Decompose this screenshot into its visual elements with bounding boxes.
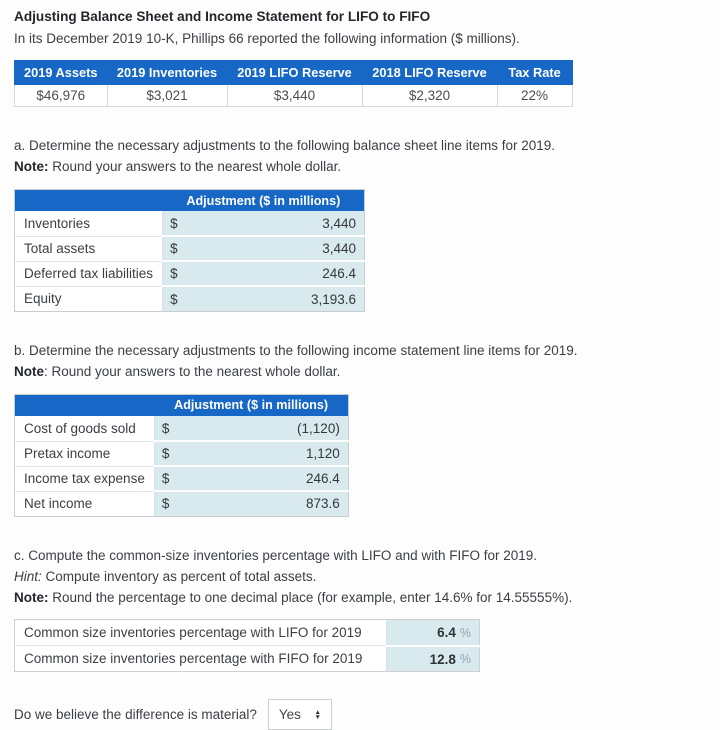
row-label: Net income xyxy=(15,491,155,516)
row-label: Pretax income xyxy=(15,441,155,466)
note-label: Note: xyxy=(14,158,49,174)
answer-value: 246.4 xyxy=(322,266,357,282)
materiality-select[interactable] xyxy=(268,699,332,730)
info-value-cell: $2,320 xyxy=(362,85,497,107)
answer-field-inventories[interactable] xyxy=(163,211,365,236)
column-header: 2019 LIFO Reserve xyxy=(227,61,362,85)
info-value-cell: $3,021 xyxy=(107,85,227,107)
answer-field-total-assets[interactable] xyxy=(163,236,365,261)
column-header: Tax Rate xyxy=(497,61,572,85)
section-b-prompt: b. Determine the necessary adjustments to the following income statement line items for 2019. xyxy=(14,342,578,358)
row-label: Income tax expense xyxy=(15,466,155,491)
section-a-prompt: a. Determine the necessary adjustments to the following balance sheet line items for 2019. xyxy=(14,138,556,153)
note-label: Note xyxy=(14,363,44,379)
balance-sheet-adjustment-table xyxy=(14,189,365,312)
blank-header-cell xyxy=(15,189,163,211)
hint-label: Hint: xyxy=(14,568,42,584)
currency-symbol: $ xyxy=(161,420,170,436)
adjustment-column-header: Adjustment ($ in millions) xyxy=(154,394,348,416)
currency-symbol: $ xyxy=(161,446,170,462)
info-value-cell: $46,976 xyxy=(15,85,108,107)
info-value-cell: $3,440 xyxy=(227,85,362,107)
answer-value: 246.4 xyxy=(306,471,340,487)
adjustment-column-header: Adjustment ($ in millions) xyxy=(163,189,365,211)
percent-field-fifo[interactable] xyxy=(387,646,480,672)
page-title: Adjusting Balance Sheet and Income Statement for LIFO to FIFO xyxy=(14,9,431,24)
table-header-row xyxy=(15,394,349,416)
section-c-note: Note: Round the percentage to one decimal place (for example, enter 14.6% for 14.55555%). xyxy=(14,589,573,605)
percent-value: 6.4 xyxy=(437,625,456,641)
percent-sign: % xyxy=(459,625,471,640)
column-header: 2019 Inventories xyxy=(107,61,227,85)
table-row xyxy=(15,646,480,672)
table-row xyxy=(15,416,349,441)
table-row xyxy=(15,620,480,646)
answer-field-income-tax-expense[interactable] xyxy=(154,466,348,491)
column-header: 2019 Assets xyxy=(15,61,108,85)
currency-symbol: $ xyxy=(170,241,178,257)
answer-field-deferred-tax-liabilities[interactable] xyxy=(163,261,365,286)
table-row xyxy=(15,491,349,516)
answer-field-net-income[interactable] xyxy=(154,491,348,516)
percent-sign: % xyxy=(459,652,471,667)
currency-symbol: $ xyxy=(170,291,178,307)
blank-header-cell xyxy=(15,394,155,416)
answer-value: (1,120) xyxy=(297,420,340,436)
answer-field-cost-of-goods-sold[interactable] xyxy=(154,416,348,441)
section-b-note: Note: Round your answers to the nearest whole dollar. xyxy=(14,363,341,379)
materiality-question-row xyxy=(14,699,706,730)
row-label: Inventories xyxy=(15,211,163,236)
table-row xyxy=(15,261,365,286)
currency-symbol: $ xyxy=(170,266,178,282)
selected-option-label: Yes xyxy=(278,707,301,723)
income-statement-adjustment-table xyxy=(14,394,349,517)
table-value-row xyxy=(15,85,573,107)
row-label: Deferred tax liabilities xyxy=(15,261,163,286)
section-c-prompt: c. Compute the common-size inventories percentage with LIFO and with FIFO for 2019. xyxy=(14,547,537,563)
row-label: Common size inventories percentage with FIFO for 2019 xyxy=(15,646,387,672)
info-value-cell: 22% xyxy=(497,85,572,107)
materiality-question: Do we believe the difference is material? xyxy=(14,707,257,723)
answer-value: 3,440 xyxy=(322,241,357,257)
answer-value: 3,193.6 xyxy=(311,291,357,307)
up-down-arrows-icon: ▲ ▼ xyxy=(314,708,321,721)
row-label: Total assets xyxy=(15,236,163,261)
table-row xyxy=(15,236,365,261)
column-header: 2018 LIFO Reserve xyxy=(362,61,497,85)
note-label: Note: xyxy=(14,589,49,605)
percent-value: 12.8 xyxy=(429,651,456,667)
section-c-hint: Hint: Compute inventory as percent of total assets. xyxy=(14,568,317,584)
row-label: Equity xyxy=(15,286,163,311)
intro-text: In its December 2019 10-K, Phillips 66 reported the following information ($ millions). xyxy=(14,31,520,46)
row-label: Cost of goods sold xyxy=(15,416,155,441)
answer-value: 873.6 xyxy=(306,496,340,512)
section-a-note: Note: Round your answers to the nearest whole dollar. xyxy=(14,158,342,174)
currency-symbol: $ xyxy=(161,496,170,512)
table-header-row xyxy=(15,61,573,85)
answer-field-equity[interactable] xyxy=(163,286,365,311)
row-label: Common size inventories percentage with LIFO for 2019 xyxy=(15,620,387,646)
table-row xyxy=(15,211,365,236)
common-size-table xyxy=(14,619,480,672)
answer-field-pretax-income[interactable] xyxy=(154,441,348,466)
table-row xyxy=(15,466,349,491)
currency-symbol: $ xyxy=(170,215,178,231)
answer-value: 1,120 xyxy=(306,446,340,462)
currency-symbol: $ xyxy=(161,471,170,487)
table-row xyxy=(15,441,349,466)
reported-info-table xyxy=(14,60,573,107)
table-header-row xyxy=(15,189,365,211)
answer-value: 3,440 xyxy=(322,215,357,231)
table-row xyxy=(15,286,365,311)
percent-field-lifo[interactable] xyxy=(387,620,480,646)
